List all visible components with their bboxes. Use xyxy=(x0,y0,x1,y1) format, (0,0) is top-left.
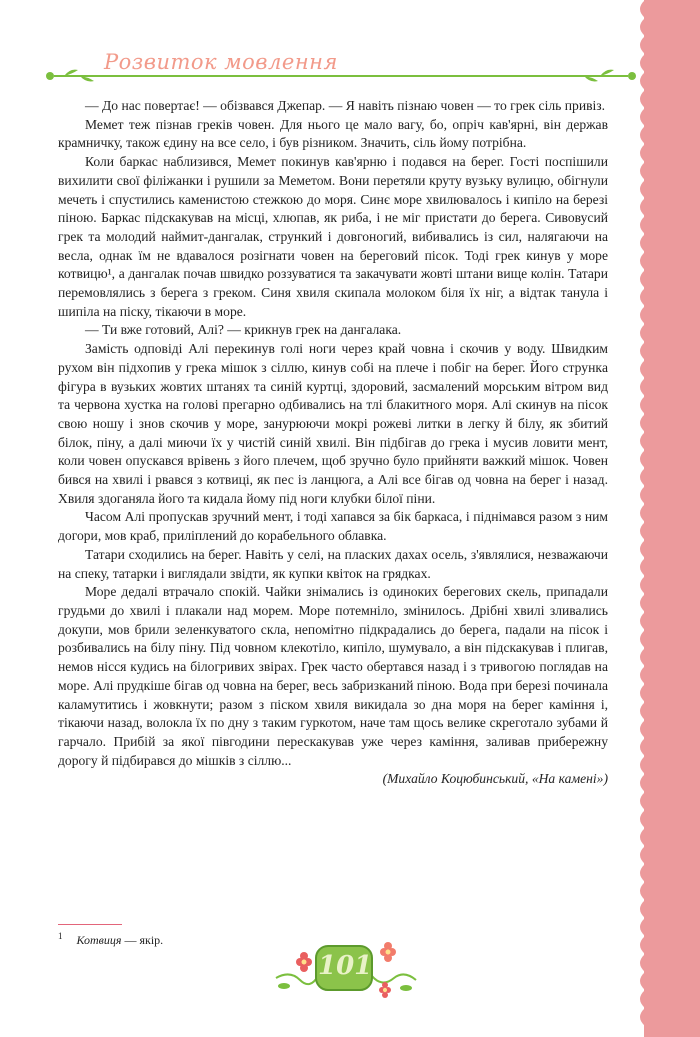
paragraph: Мемет теж пізнав греків човен. Для нього це мало вагу, бо, опріч кав'ярні, він держав крамничку, також єдину на все село, і був різником. Значить, сіль йому потрібна. xyxy=(58,116,608,151)
footnote-term: Котвиця xyxy=(76,933,122,947)
flower-icon xyxy=(380,942,396,962)
paragraph: Замість одповіді Алі перекинув голі ноги через край човна і скочив у воду. Швидким рухом він підхопив у грека мішок з сіллю, кинув собі на плече і побіг на берег. Його стрункa фігура в вузьких жовтих штанях та синій куртці, здоровий, засмалений морським вітром вид та червона хустка на голові прегарно одбивались на тлі блакитного моря. Алі скинув на пісок свою ношу і знов скочив у море, занурюючи мокрі рожеві литки в легку й білу, як збитий білок, піну, а далі миючи їх у чистій синій хвилі. Він підбігав до грека і мусив ловити мент, коли човен опускався врівень з його плечем, щоб зручно було прийняти важкий мішок. Човен бився на хвилі і рвався з котвиці, як пес із ланцюга, а Алі все бігав од човна на берег і назад. Хвиля здоганяла його та кидала йому під ноги клубки білої піни. xyxy=(58,341,608,506)
story-text xyxy=(58,97,608,789)
paragraph: — До нас повертає! — обізвався Джепар. — Я навіть пізнаю човен — то грек сіль привіз. xyxy=(85,98,606,113)
footnote-definition: — якір. xyxy=(121,933,164,947)
header-vine-rule xyxy=(40,66,640,86)
scalloped-edge xyxy=(635,0,655,1037)
page-number: 101 xyxy=(318,951,373,981)
paragraph: Море дедалі втрачало спокій. Чайки знімались із одиноких берегових скель, припадали грудьми до хвилі і плакали над морем. Море потемніло, змінилось. Дрібні хвилі зливались докупи, мов брили зеленкуватого скла, непомітно підкрадались до берега, падали на пісок і розбивались на білу піну. Під човном клекотіло, кипіло, шумувало, а він підскакував і плигав, немов нісся кудись на білогривих звірах. Грек часто обертався назад і з тривогою поглядав на море. Алі прудкіше бігав од човна на берег, весь забризканий піною. Вода при березі починала каламутитись і жовкнути; разом з піском хвиля викидала зо дна моря на берег каміння і, тікаючи назад, волокла їх по дну з таким гуркотом, наче там щось велике скреготало зубами й гарчало. Прибій за якої півгодини перескакував уже через каміння, заливав прибережну дорогу й підбирався до мішків з сіллю... xyxy=(58,584,608,768)
flower-icon xyxy=(296,952,312,972)
footnote-divider xyxy=(58,924,122,925)
side-decoration xyxy=(644,0,700,1037)
paragraph: — Ти вже готовий, Алі? — крикнув грек на дангалака. xyxy=(85,322,402,338)
paragraph: Коли баркас наблизився, Мемет покинув кав'ярню і подався на берег. Гості поспішили вихилити свої філіжанки і рушили за Меметом. Вони перетяли круту вузьку вулицю, обігнули мечеть і спустились каменистою стежкою до моря. Синє море хвилювалось і кипіло на березі піною. Баркас підскакував на місці, хлюпав, як риба, і не міг пристати до берега. Сивовусий грек та молодий наймит-дангалак, стрункий і довгоногий, вибивались із сил, налягаючи на весла, однак їм не вдавалося розігнати човен на береговий пісок. Тоді грек кинув у море котвицю¹, а дангалак почав швидко роззуватися та закачувати жовті штани вище колін. Татари перемовлялись з берега з греком. Синя хвиля скипала молоком біля їх ніг, а відтак танула і шипіла на піску, тікаючи в море. xyxy=(58,154,608,319)
footnote xyxy=(58,931,163,948)
source-citation: (Михайло Коцюбинський, «На камені») xyxy=(382,771,608,787)
paragraph: Татари сходились на берег. Навіть у селі, на пласких дахах осель, з'являлися, незважаючи на спеку, татарки і виглядали звідти, як купки квіток на грядках. xyxy=(58,546,608,581)
flower-icon xyxy=(379,982,391,998)
section-title: Розвиток мовлення xyxy=(104,50,338,74)
footnote-mark: 1 xyxy=(58,931,63,941)
paragraph: Часом Алі пропускав зручний мент, і тоді хапався за бік баркаса, і піднімався разом з ним догори, мов краб, приліплений до корабельного облавка. xyxy=(58,509,608,544)
